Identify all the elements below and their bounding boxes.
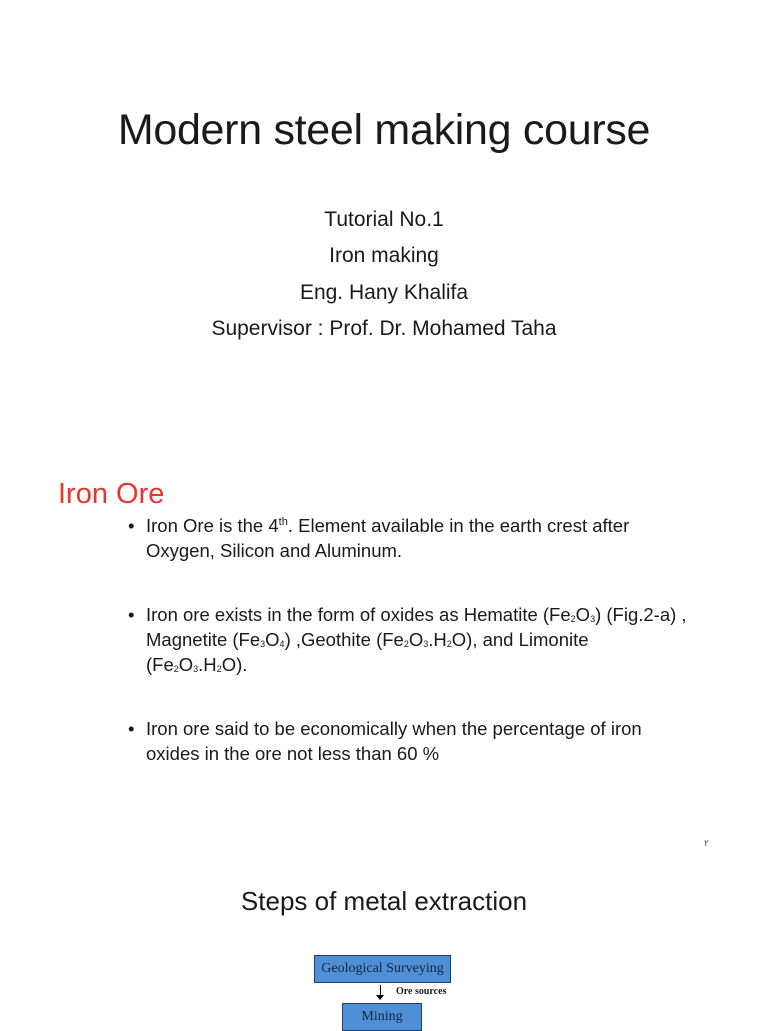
course-title: Modern steel making course bbox=[117, 106, 651, 154]
subscript: 3 bbox=[260, 639, 266, 649]
bullet-iron-ore-oxides bbox=[128, 602, 688, 677]
bullet-text: ) ,Geothite (Fe bbox=[284, 629, 404, 650]
bullet-text: O bbox=[408, 629, 424, 650]
flow-box-geological-surveying: Geological Surveying bbox=[314, 955, 451, 983]
supervisor-name: Supervisor : Prof. Dr. Mohamed Taha bbox=[211, 317, 557, 340]
bullet-text: O), and Limonite (Fe bbox=[146, 629, 589, 675]
tutorial-topic: Iron making bbox=[329, 244, 439, 267]
bullet-text: Iron ore exists in the form of oxides as Hematite (Fe bbox=[146, 604, 571, 625]
bullet-text: O bbox=[178, 654, 194, 675]
bullet-economic-threshold bbox=[128, 716, 688, 766]
subscript: 3 bbox=[193, 664, 199, 674]
bullet-text: . Element available in the earth crest after Oxygen, Silicon and Aluminum. bbox=[146, 515, 630, 561]
flow-arrow-label: Ore sources bbox=[396, 986, 447, 997]
subscript: 4 bbox=[279, 639, 285, 649]
author-name: Eng. Hany Khalifa bbox=[299, 281, 469, 304]
subscript: 3 bbox=[423, 639, 429, 649]
page-number-mark: ٢ bbox=[704, 838, 709, 848]
bullet-text: Iron Ore is the 4 bbox=[146, 515, 279, 536]
flow-arrow-head bbox=[376, 995, 384, 1000]
bullet-iron-ore-rank bbox=[128, 513, 688, 563]
section-heading-iron-ore: Iron Ore bbox=[58, 478, 165, 510]
bullet-text: Iron ore said to be economically when the percentage of iron oxides in the ore not less than 60 % bbox=[146, 718, 642, 764]
subscript: 2 bbox=[403, 639, 409, 649]
subscript: 2 bbox=[216, 664, 222, 674]
bullet-text: ) (Fig.2-a) , Magnetite (Fe bbox=[146, 604, 687, 650]
iron-ore-bullet-list bbox=[128, 513, 688, 766]
bullet-text: O). bbox=[221, 654, 248, 675]
steps-title: Steps of metal extraction bbox=[240, 886, 528, 916]
bullet-text: O bbox=[265, 629, 280, 650]
superscript: th bbox=[278, 515, 288, 528]
bullet-text: O bbox=[575, 604, 591, 625]
bullet-text: .H bbox=[428, 629, 447, 650]
flow-box-mining: Mining bbox=[342, 1003, 422, 1031]
subscript: 2 bbox=[570, 614, 576, 624]
subscript: 3 bbox=[590, 614, 596, 624]
subscript: 2 bbox=[446, 639, 452, 649]
bullet-text: .H bbox=[198, 654, 217, 675]
subscript: 2 bbox=[173, 664, 179, 674]
tutorial-number: Tutorial No.1 bbox=[324, 208, 444, 231]
